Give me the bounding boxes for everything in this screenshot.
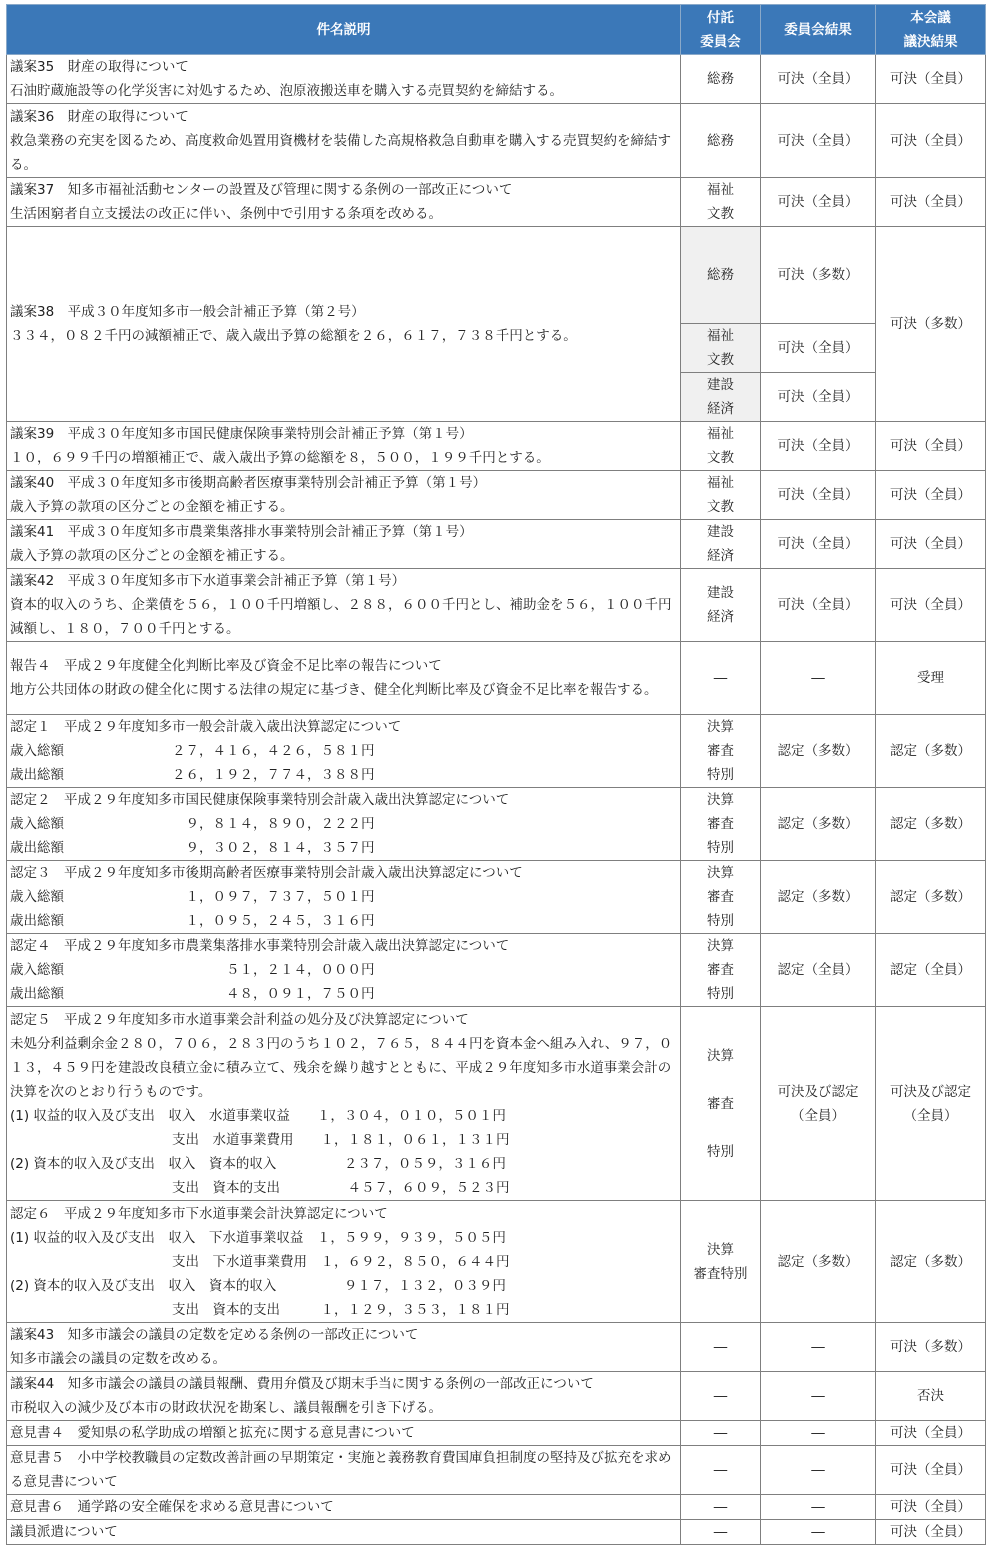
committee-result: [761, 1007, 876, 1201]
committee-name: [681, 861, 761, 934]
cell-line: 可決（全員）: [777, 132, 859, 149]
cell-line: 認定６ 平成２９年度知多市下水道事業会計決算認定について: [10, 1205, 388, 1222]
table-row: [7, 569, 986, 642]
cell-line: 可決（全員）: [777, 487, 859, 503]
committee-result: [761, 861, 876, 934]
cell-line: 福祉: [707, 182, 734, 198]
plenary-result: [876, 520, 986, 569]
table-row: [7, 1323, 986, 1372]
plenary-result: [876, 1520, 986, 1545]
table-row: [7, 788, 986, 861]
committee-name: [681, 520, 761, 569]
cell-line: 可決（全員）: [890, 1462, 971, 1478]
cell-line: 特別: [707, 767, 734, 783]
cell-line: 認定（多数）: [890, 1253, 971, 1270]
cell-line: 総務: [707, 267, 734, 283]
plenary-result: [876, 1495, 986, 1520]
cell-line: 可決（全員）: [890, 597, 971, 613]
cell-line: ３３４，０８２千円の減額補正で、歳入歳出予算の総額を２６，６１７，７３８千円とする。: [10, 328, 577, 344]
cell-line: ―: [713, 1462, 728, 1478]
item-description: [7, 422, 681, 471]
cell-line: （全員）: [903, 1107, 958, 1124]
committee-result: [761, 520, 876, 569]
cell-line: 特別: [707, 913, 734, 929]
committee-result: [761, 642, 876, 715]
cell-line: 歳入予算の款項の区分ごとの金額を補正する。: [10, 499, 294, 515]
cell-line: 歳出総額 ２６，１９２，７７４，３８８円: [10, 767, 375, 783]
cell-line: 審査: [707, 743, 734, 759]
header-plenary-result: 本会議 議決結果: [876, 5, 986, 55]
cell-line: 否決: [917, 1388, 944, 1404]
committee-name: [681, 788, 761, 861]
cell-line: 支出 下水道事業費用 １，６９２，８５０，６４４円: [10, 1253, 510, 1270]
cell-line: 議案41 平成３０年度知多市農業集落排水事業特別会計補正予算（第１号）: [10, 524, 473, 540]
table-header-row: [7, 5, 986, 55]
cell-line: 議案43 知多市議会の議員の定数を定める条例の一部改正について: [10, 1327, 419, 1343]
cell-line: ―: [713, 1425, 728, 1441]
cell-line: 経済: [707, 609, 734, 625]
cell-line: 総務: [707, 71, 734, 87]
committee-name: [681, 471, 761, 520]
item-description: [7, 227, 681, 422]
cell-line: ―: [811, 670, 825, 686]
item-description: [7, 1446, 681, 1495]
cell-line: ―: [811, 1462, 825, 1478]
cell-line: 歳出総額 ９，３０２，８１４，３５７円: [10, 840, 375, 856]
item-description: [7, 788, 681, 861]
cell-line: 可決（全員）: [890, 438, 971, 454]
cell-line: 可決（全員）: [890, 1499, 971, 1515]
cell-line: ―: [713, 1388, 728, 1404]
cell-line: 地方公共団体の財政の健全化に関する法律の規定に基づき、健全化判断比率及び資金不足比率を報告する。: [10, 682, 658, 698]
committee-name: [681, 1372, 761, 1421]
cell-line: 議員派遣について: [10, 1524, 118, 1540]
cell-line: 報告４ 平成２９年度健全化判断比率及び資金不足比率の報告について: [10, 658, 442, 674]
cell-line: 議案38 平成３０年度知多市一般会計補正予算（第２号）: [10, 304, 365, 320]
table-row: [7, 104, 986, 178]
cell-line: ―: [811, 1425, 825, 1441]
cell-line: 経済: [707, 548, 734, 564]
cell-line: 可決（全員）: [890, 536, 971, 552]
cell-line: 救急業務の充実を図るため、高度救命処置用資機材を装備した高規格救急自動車を購入する売買契約を締結する。: [10, 132, 671, 173]
cell-line: 石油貯蔵施設等の化学災害に対処するため、泡原液搬送車を購入する売買契約を締結する。: [10, 83, 563, 99]
cell-line: 生活困窮者自立支援法の改正に伴い、条例中で引用する条項を改める。: [10, 206, 442, 222]
header-committee-result: 委員会結果: [761, 5, 876, 55]
cell-line: 特別: [707, 986, 734, 1002]
cell-line: 歳出総額 ４８，０９１，７５０円: [10, 986, 375, 1002]
cell-line: ―: [713, 1339, 728, 1355]
cell-line: 可決（全員）: [890, 1524, 971, 1540]
cell-line: 特別: [707, 840, 734, 856]
cell-line: 可決（全員）: [890, 194, 971, 210]
cell-line: (2) 資本的収入及び支出 収入 資本的収入 ９１７，１３２，０３９円: [10, 1277, 506, 1294]
item-description: [7, 934, 681, 1007]
table-row: [7, 861, 986, 934]
committee-result: [761, 1446, 876, 1495]
table-row: [7, 520, 986, 569]
committee-name: [681, 934, 761, 1007]
item-description: [7, 1323, 681, 1372]
cell-line: ―: [713, 1524, 728, 1540]
cell-line: 議案44 知多市議会の議員の議員報酬、費用弁償及び期末手当に関する条例の一部改正について: [10, 1376, 594, 1392]
plenary-result: [876, 1446, 986, 1495]
committee-result: [761, 1372, 876, 1421]
cell-line: 認定（多数）: [777, 816, 859, 832]
table-row: [7, 1495, 986, 1520]
cell-line: 認定（多数）: [777, 889, 859, 905]
committee-name: [681, 1495, 761, 1520]
plenary-result: [876, 227, 986, 422]
cell-line: 審査: [707, 816, 734, 832]
committee-result: [761, 1495, 876, 1520]
cell-line: 特別: [707, 1143, 734, 1160]
cell-line: 可決（全員）: [890, 132, 971, 149]
cell-line: 認定（多数）: [890, 743, 971, 759]
cell-line: 議案37 知多市福祉活動センターの設置及び管理に関する条例の一部改正について: [10, 182, 513, 198]
table-row: [7, 1372, 986, 1421]
committee-name: [681, 1007, 761, 1201]
cell-line: 受理: [917, 670, 944, 686]
plenary-result: [876, 788, 986, 861]
item-description: [7, 642, 681, 715]
committee-result: [761, 227, 876, 324]
item-description: [7, 178, 681, 227]
committee-name: [681, 324, 761, 373]
cell-line: 決算: [707, 865, 734, 881]
cell-line: 議案36 財産の取得について: [10, 108, 189, 125]
cell-line: 可決及び認定: [890, 1083, 971, 1100]
committee-result: [761, 1201, 876, 1323]
committee-result: [761, 1520, 876, 1545]
cell-line: 認定（多数）: [777, 743, 859, 759]
item-description: [7, 861, 681, 934]
cell-line: 文教: [707, 499, 734, 515]
cell-line: 文教: [707, 352, 734, 368]
table-row: [7, 1421, 986, 1446]
table-row: [7, 471, 986, 520]
cell-line: 議案39 平成３０年度知多市国民健康保険事業特別会計補正予算（第１号）: [10, 426, 473, 442]
cell-line: 支出 資本的支出 ４５７，６０９，５２３円: [10, 1179, 510, 1196]
cell-line: 認定（多数）: [777, 1253, 859, 1270]
item-description: [7, 471, 681, 520]
cell-line: 建設: [707, 377, 734, 393]
cell-line: （全員）: [791, 1107, 845, 1124]
cell-line: (1) 収益的収入及び支出 収入 下水道事業収益 １，５９９，９３９，５０５円: [10, 1229, 506, 1246]
cell-line: 建設: [707, 524, 734, 540]
plenary-result: [876, 178, 986, 227]
item-description: [7, 569, 681, 642]
plenary-result: [876, 1323, 986, 1372]
table-row: [7, 642, 986, 715]
cell-line: 可決（全員）: [890, 1425, 971, 1441]
cell-line: 歳入総額 ９，８１４，８９０，２２２円: [10, 816, 375, 832]
item-description: [7, 1372, 681, 1421]
cell-line: 可決（全員）: [890, 71, 971, 87]
item-description: [7, 1421, 681, 1446]
cell-line: 認定（全員）: [777, 962, 859, 978]
cell-line: 認定２ 平成２９年度知多市国民健康保険事業特別会計歳入歳出決算認定について: [10, 792, 510, 808]
table-row: [7, 715, 986, 788]
cell-line: 審査: [707, 962, 734, 978]
cell-line: (1) 収益的収入及び支出 収入 水道事業収益 １，３０４，０１０，５０１円: [10, 1107, 506, 1124]
cell-line: 審査特別: [693, 1265, 748, 1282]
table-row: [7, 1446, 986, 1495]
plenary-result: [876, 1372, 986, 1421]
cell-line: 未処分利益剰余金２８０，７０６，２８３円のうち１０２，７６５，８４４円を資本金へ組み入れ、９７，０１３，４５９円を建設改良積立金に積み立て、残余を繰り越すとともに、平成２９年度知多市水道事業会計の決算を次のとおり行うものです。: [10, 1035, 673, 1100]
plenary-result: [876, 1007, 986, 1201]
item-description: [7, 1520, 681, 1545]
cell-line: 可決（多数）: [777, 267, 859, 283]
plenary-result: [876, 569, 986, 642]
committee-name: [681, 1446, 761, 1495]
cell-line: 認定５ 平成２９年度知多市水道事業会計利益の処分及び決算認定について: [10, 1011, 469, 1028]
plenary-result: [876, 642, 986, 715]
committee-result: [761, 178, 876, 227]
table-row: [7, 934, 986, 1007]
cell-line: 認定４ 平成２９年度知多市農業集落排水事業特別会計歳入歳出決算認定について: [10, 938, 510, 954]
committee-result: [761, 373, 876, 422]
cell-line: 経済: [707, 401, 734, 417]
cell-line: 決算: [707, 938, 734, 954]
committee-result: [761, 1421, 876, 1446]
committee-name: [681, 422, 761, 471]
plenary-result: [876, 104, 986, 178]
plenary-result: [876, 55, 986, 104]
cell-line: ―: [811, 1524, 825, 1540]
table-row: [7, 1520, 986, 1545]
cell-line: 議案40 平成３０年度知多市後期高齢者医療事業特別会計補正予算（第１号）: [10, 475, 487, 491]
cell-line: 支出 資本的支出 １，１２９，３５３，１８１円: [10, 1301, 510, 1318]
plenary-result: [876, 1421, 986, 1446]
committee-result: [761, 324, 876, 373]
cell-line: ―: [811, 1339, 825, 1355]
cell-line: 決算: [707, 719, 734, 735]
cell-line: 福祉: [707, 328, 734, 344]
cell-line: 意見書６ 通学路の安全確保を求める意見書について: [10, 1499, 334, 1515]
cell-line: (2) 資本的収入及び支出 収入 資本的収入 ２３７，０５９，３１６円: [10, 1155, 506, 1172]
committee-result: [761, 422, 876, 471]
cell-line: 可決（全員）: [777, 597, 859, 613]
table-row: [7, 1007, 986, 1201]
cell-line: 認定（全員）: [890, 962, 971, 978]
committee-name: [681, 373, 761, 422]
cell-line: 可決（多数）: [890, 316, 971, 332]
cell-line: 意見書４ 愛知県の私学助成の増額と拡充に関する意見書について: [10, 1425, 415, 1441]
cell-line: 可決（全員）: [777, 438, 859, 454]
cell-line: 可決（全員）: [777, 194, 859, 210]
cell-line: 決算: [707, 792, 734, 808]
committee-result: [761, 104, 876, 178]
cell-line: 文教: [707, 450, 734, 466]
committee-result: [761, 788, 876, 861]
committee-name: [681, 1421, 761, 1446]
table-row: [7, 178, 986, 227]
cell-line: 認定（多数）: [890, 889, 971, 905]
committee-name: [681, 1201, 761, 1323]
cell-line: 可決（多数）: [890, 1339, 971, 1355]
committee-name: [681, 1323, 761, 1372]
committee-name: [681, 569, 761, 642]
cell-line: [681, 1116, 760, 1140]
item-description: [7, 104, 681, 178]
item-description: [7, 1007, 681, 1201]
table-row: [7, 227, 986, 324]
committee-name: [681, 642, 761, 715]
cell-line: 可決（全員）: [777, 536, 859, 552]
cell-line: 認定３ 平成２９年度知多市後期高齢者医療事業特別会計歳入歳出決算認定について: [10, 865, 523, 881]
cell-line: 可決及び認定: [777, 1083, 859, 1100]
committee-result: [761, 1323, 876, 1372]
cell-line: 支出 水道事業費用 １，１８１，０６１，１３１円: [10, 1131, 510, 1148]
cell-line: 建設: [707, 585, 734, 601]
cell-line: 総務: [707, 132, 734, 149]
cell-line: 知多市議会の議員の定数を改める。: [10, 1351, 226, 1367]
committee-name: [681, 1520, 761, 1545]
cell-line: 可決（全員）: [777, 71, 859, 87]
cell-line: [681, 1068, 760, 1092]
item-description: [7, 520, 681, 569]
cell-line: ―: [713, 1499, 728, 1515]
cell-line: 可決（全員）: [777, 340, 859, 356]
header-description: 件名説明: [7, 5, 681, 55]
committee-result: [761, 471, 876, 520]
committee-name: [681, 227, 761, 324]
plenary-result: [876, 861, 986, 934]
cell-line: 決算: [707, 1047, 734, 1064]
committee-name: [681, 55, 761, 104]
cell-line: ―: [811, 1388, 825, 1404]
cell-line: 歳入総額 １，０９７，７３７，５０１円: [10, 889, 375, 905]
cell-line: 文教: [707, 206, 734, 222]
resolution-table: [6, 4, 986, 1545]
cell-line: 議案42 平成３０年度知多市下水道事業会計補正予算（第１号）: [10, 573, 406, 589]
plenary-result: [876, 1201, 986, 1323]
cell-line: ―: [811, 1499, 825, 1515]
header-committee: 付託 委員会: [681, 5, 761, 55]
plenary-result: [876, 471, 986, 520]
cell-line: 審査: [707, 889, 734, 905]
cell-line: 可決（全員）: [777, 389, 859, 405]
cell-line: 歳出総額 １，０９５，２４５，３１６円: [10, 913, 375, 929]
cell-line: 福祉: [707, 475, 734, 491]
cell-line: 認定（多数）: [890, 816, 971, 832]
cell-line: 歳入予算の款項の区分ごとの金額を補正する。: [10, 548, 294, 564]
committee-name: [681, 104, 761, 178]
cell-line: 歳入総額 ５１，２１４，０００円: [10, 962, 375, 978]
cell-line: 歳入総額 ２７，４１６，４２６，５８１円: [10, 743, 375, 759]
cell-line: 福祉: [707, 426, 734, 442]
plenary-result: [876, 715, 986, 788]
table-row: [7, 55, 986, 104]
committee-result: [761, 715, 876, 788]
committee-result: [761, 569, 876, 642]
item-description: [7, 1495, 681, 1520]
cell-line: ―: [713, 670, 728, 686]
plenary-result: [876, 934, 986, 1007]
cell-line: 可決（全員）: [890, 487, 971, 503]
cell-line: 認定１ 平成２９年度知多市一般会計歳入歳出決算認定について: [10, 719, 402, 735]
plenary-result: [876, 422, 986, 471]
cell-line: 議案35 財産の取得について: [10, 59, 189, 75]
item-description: [7, 715, 681, 788]
cell-line: 市税収入の減少及び本市の財政状況を勘案し、議員報酬を引き下げる。: [10, 1400, 442, 1416]
item-description: [7, 1201, 681, 1323]
item-description: [7, 55, 681, 104]
committee-result: [761, 934, 876, 1007]
committee-name: [681, 178, 761, 227]
committee-name: [681, 715, 761, 788]
cell-line: 意見書５ 小中学校教職員の定数改善計画の早期策定・実施と義務教育費国庫負担制度の堅持及び拡充を求める意見書について: [10, 1450, 672, 1490]
cell-line: 審査: [707, 1095, 734, 1112]
table-row: [7, 1201, 986, 1323]
table-row: [7, 422, 986, 471]
cell-line: 資本的収入のうち、企業債を５６，１００千円増額し、２８８，６００千円とし、補助金を５６，１００千円減額し、１８０，７００千円とする。: [10, 597, 672, 637]
cell-line: １０，６９９千円の増額補正で、歳入歳出予算の総額を８，５００，１９９千円とする。: [10, 450, 550, 466]
cell-line: 決算: [707, 1241, 734, 1258]
committee-result: [761, 55, 876, 104]
